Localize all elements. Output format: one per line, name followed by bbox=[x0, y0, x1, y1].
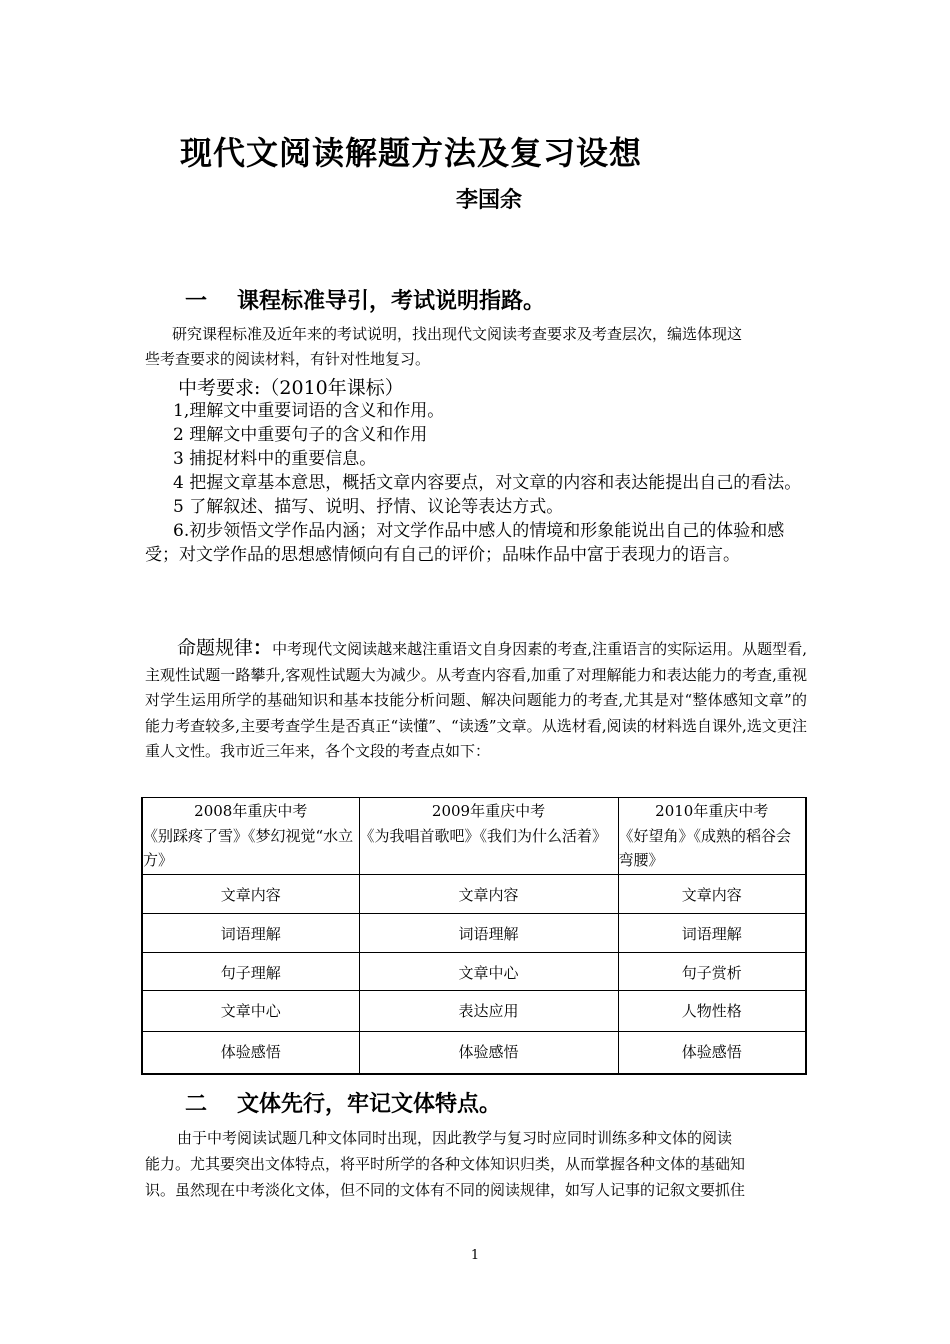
table-cell: 词语理解 bbox=[359, 914, 618, 953]
requirement-item: 4 把握文章基本意思，概括文章内容要点，对文章的内容和表达能提出自己的看法。 bbox=[173, 473, 802, 493]
section-2-line: 由于中考阅读试题几种文体同时出现，因此教学与复习时应同时训练多种文体的阅读 bbox=[177, 1129, 733, 1147]
table-cell: 词语理解 bbox=[618, 914, 806, 953]
header-year: 2009年重庆中考 bbox=[431, 802, 546, 820]
section-2-line: 能力。尤其要突出文体特点，将平时所学的各种文体知识归类，从而掌握各种文体的基础知 bbox=[145, 1155, 746, 1173]
requirement-item: 3 捕捉材料中的重要信息。 bbox=[173, 449, 377, 469]
requirements-list bbox=[145, 399, 810, 567]
table-cell: 体验感悟 bbox=[142, 1032, 359, 1074]
table-cell: 文章中心 bbox=[359, 953, 618, 991]
table-cell: 句子赏析 bbox=[618, 953, 806, 991]
section-1-title: 课程标准导引，考试说明指路。 bbox=[237, 289, 546, 314]
section-2-number: 二 bbox=[185, 1092, 208, 1117]
intro-line-1: 研究课程标准及近年来的考试说明，找出现代文阅读考查要求及考查层次，编选体现这 bbox=[172, 325, 743, 343]
page-number: 1 bbox=[470, 1248, 480, 1263]
exam-points-table bbox=[141, 797, 807, 1075]
table-cell: 词语理解 bbox=[142, 914, 359, 953]
table-cell: 表达应用 bbox=[359, 991, 618, 1032]
section-2-line: 识。虽然现在中考淡化文体，但不同的文体有不同的阅读规律，如写人记事的记叙文要抓住 bbox=[145, 1181, 746, 1199]
table-row bbox=[142, 953, 806, 991]
header-books: 《别踩疼了雪》《梦幻视觉“水立方》 bbox=[143, 827, 354, 869]
header-cell-2009 bbox=[359, 798, 618, 875]
requirement-item: 1,理解文中重要词语的含义和作用。 bbox=[173, 401, 445, 421]
proposition-rules bbox=[145, 636, 807, 765]
table-cell: 体验感悟 bbox=[618, 1032, 806, 1074]
table-row bbox=[142, 991, 806, 1032]
section-2-title: 文体先行，牢记文体特点。 bbox=[237, 1092, 502, 1117]
table-header-row bbox=[142, 798, 806, 875]
rule-colon: ： bbox=[253, 637, 273, 659]
author-name: 李国余 bbox=[456, 188, 523, 213]
header-cell-2008 bbox=[142, 798, 359, 875]
table-cell: 文章内容 bbox=[142, 875, 359, 914]
table-cell: 文章中心 bbox=[142, 991, 359, 1032]
intro-line-2: 些考查要求的阅读材料，有针对性地复习。 bbox=[145, 350, 431, 368]
requirement-item: 5 了解叙述、描写、说明、抒情、议论等表达方式。 bbox=[173, 497, 564, 517]
table-cell: 文章内容 bbox=[618, 875, 806, 914]
table-row bbox=[142, 875, 806, 914]
rule-lead: 命题规律 bbox=[177, 637, 254, 659]
header-year: 2008年重庆中考 bbox=[194, 802, 308, 820]
rule-text: 中考现代文阅读越来越注重语文自身因素的考查,注重语言的实际运用。从题型看,主观性试题一路攀升,客观性试题大为减少。从考查内容看,加重了对理解能力和表达能力的考查,重视对学生运用所学的基础知识和基本技能分析问题、解决问题能力的考查,尤其是对“整体感知文章”的能力考查较多,主要考查学生是否真正“读懂”、“读透”文章。从选材看,阅读的材料选自课外,选文更注重人文性。我市近三年来，各个文段的考查点如下： bbox=[145, 640, 807, 761]
section-1-intro bbox=[145, 322, 805, 372]
header-year: 2010年重庆中考 bbox=[655, 802, 769, 820]
document-title: 现代文阅读解题方法及复习设想 bbox=[180, 134, 643, 172]
requirement-item: 6.初步领悟文学作品内涵；对文学作品中感人的情境和形象能说出自己的体验和感受；对文学作品的思想感情倾向有自己的评价；品味作品中富于表现力的语言。 bbox=[145, 521, 785, 565]
table-cell: 体验感悟 bbox=[359, 1032, 618, 1074]
table-cell: 句子理解 bbox=[142, 953, 359, 991]
header-cell-2010 bbox=[618, 798, 806, 875]
requirement-item: 2 理解文中重要句子的含义和作用 bbox=[173, 425, 428, 445]
table-cell: 人物性格 bbox=[618, 991, 806, 1032]
header-books: 《为我唱首歌吧》《我们为什么活着》 bbox=[359, 827, 608, 845]
requirements-title: 中考要求:（2010年课标） bbox=[178, 377, 404, 399]
section-1-number: 一 bbox=[185, 289, 208, 314]
section-2-paragraph bbox=[145, 1125, 805, 1203]
table-row bbox=[142, 914, 806, 953]
table-row bbox=[142, 1032, 806, 1074]
header-books: 《好望角》《成熟的稻谷会弯腰》 bbox=[618, 827, 792, 869]
section-1-heading bbox=[185, 284, 545, 315]
table-cell: 文章内容 bbox=[359, 875, 618, 914]
section-2-heading bbox=[185, 1087, 501, 1118]
